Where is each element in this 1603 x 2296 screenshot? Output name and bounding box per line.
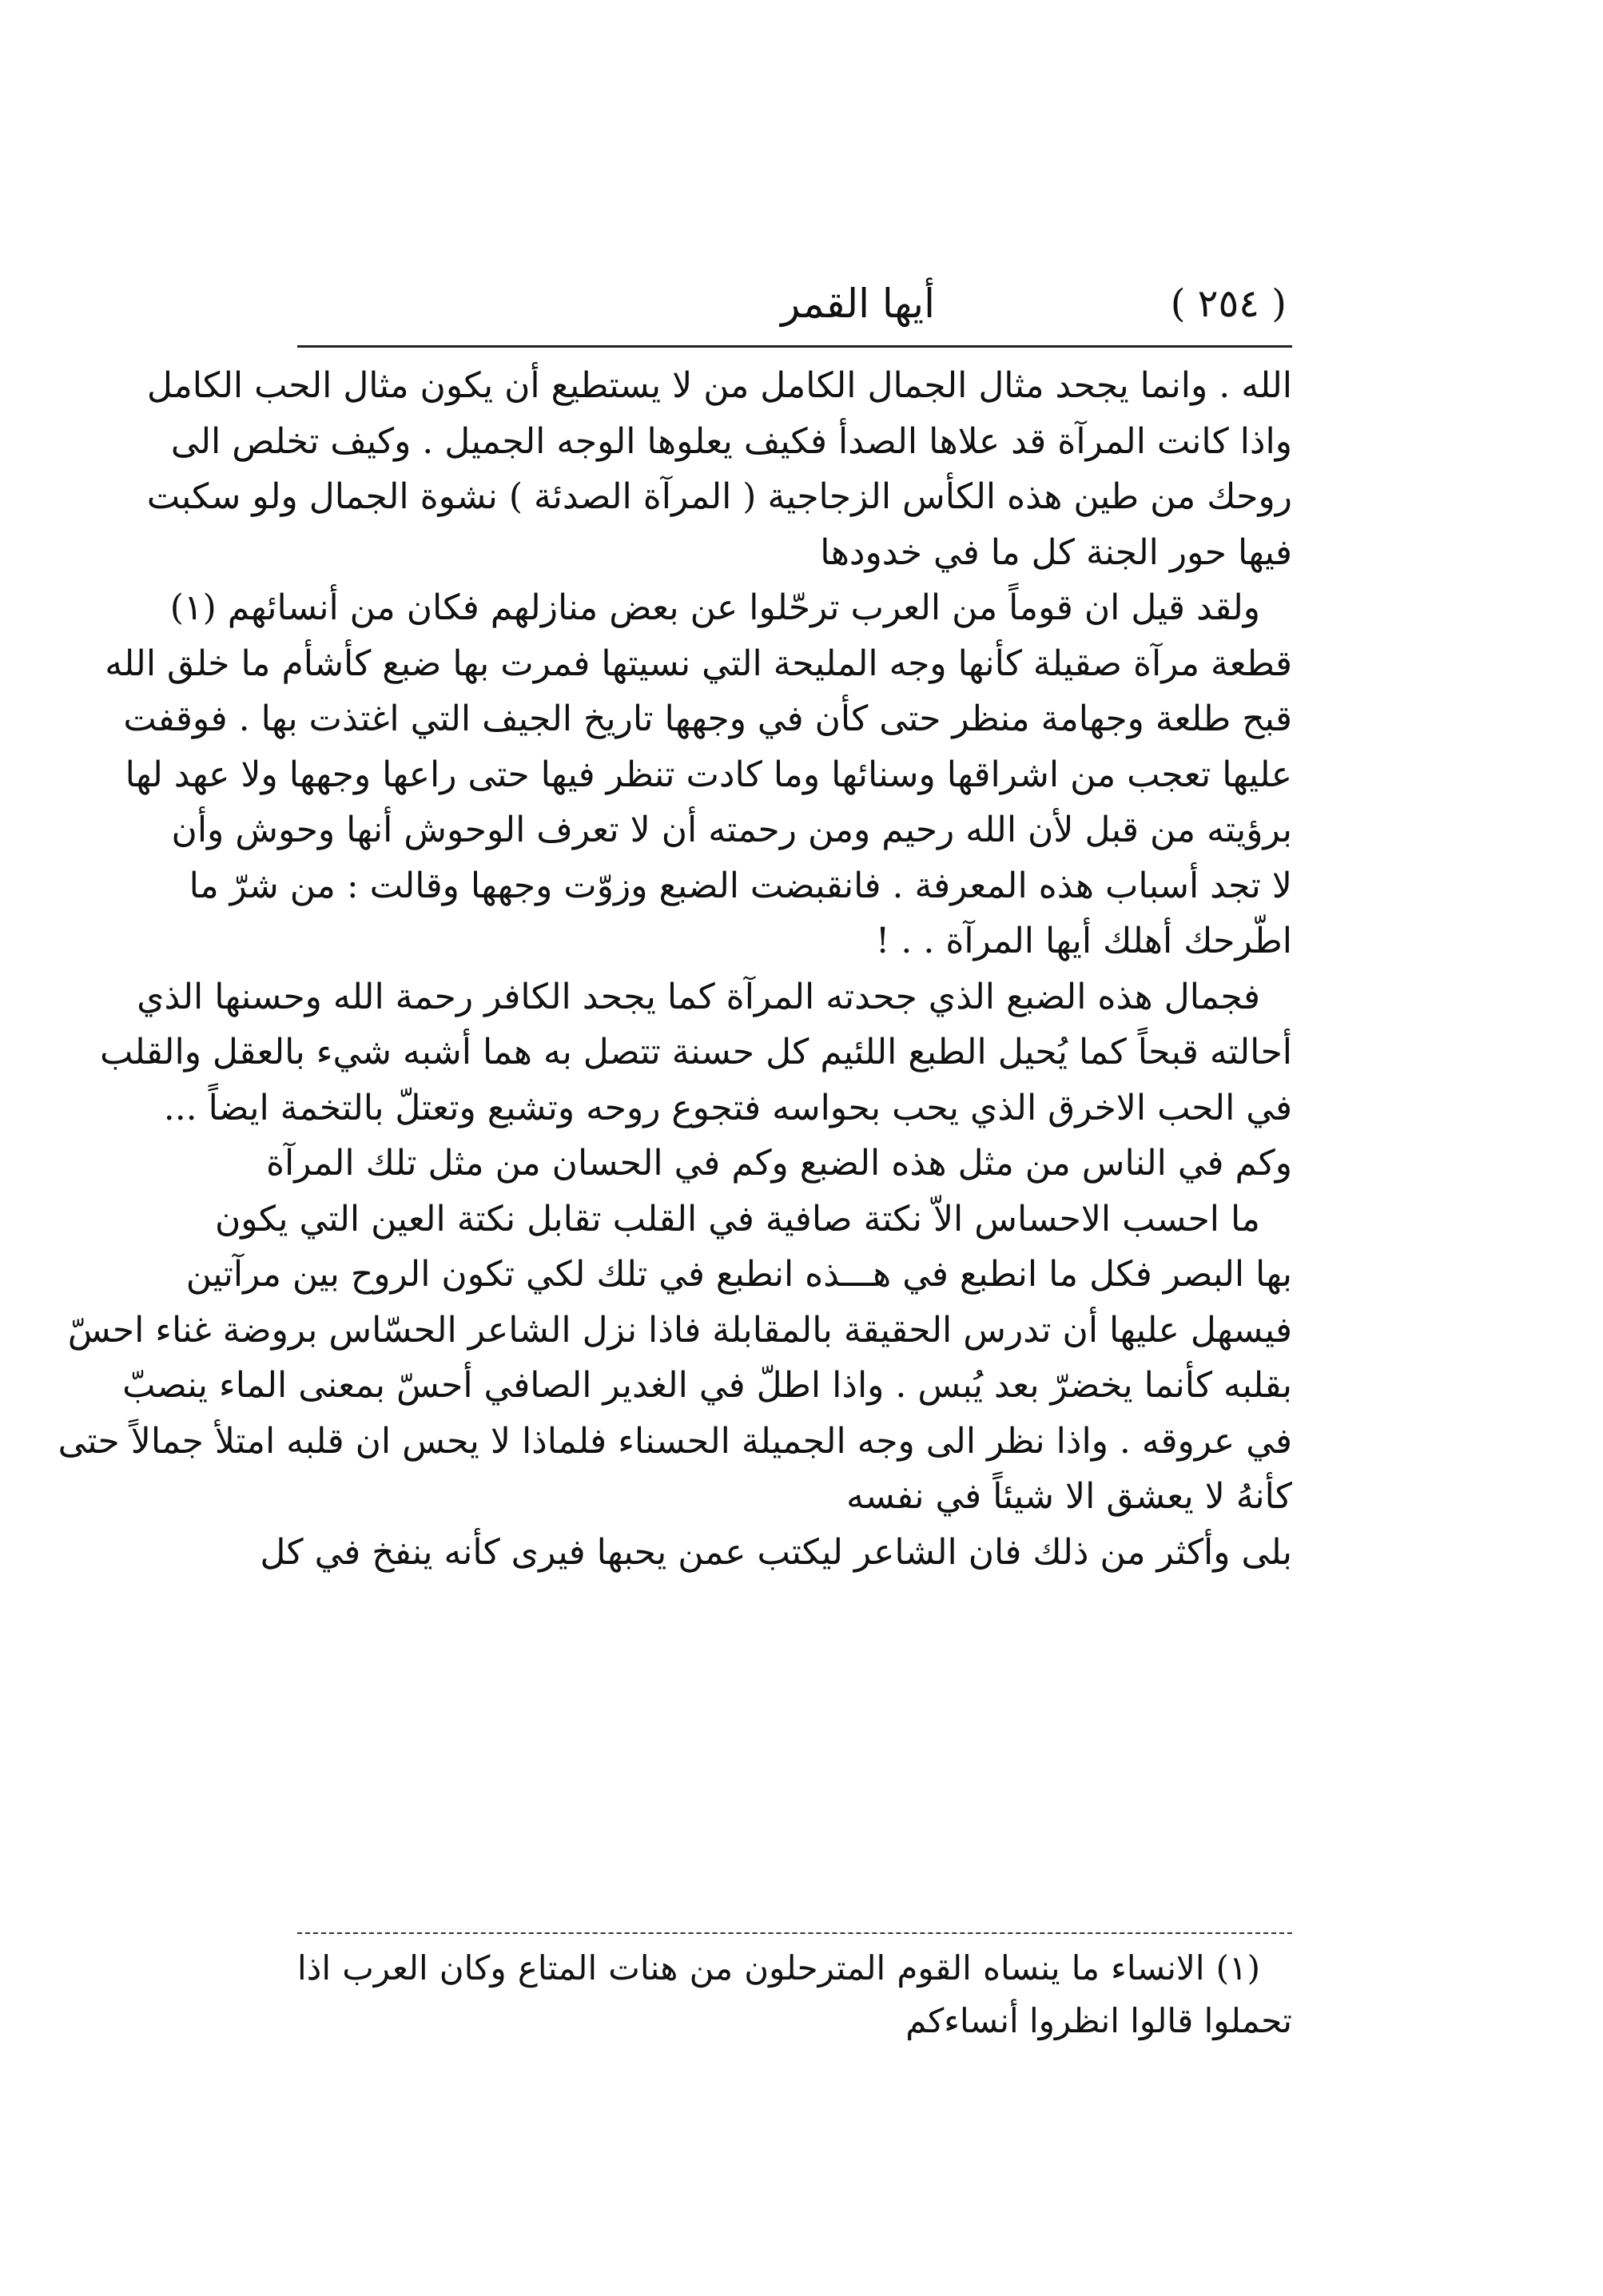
text-line: بقلبه كأنما يخضرّ بعد يُبس . واذا اطلّ في الغدير الصافي أحسّ بمعنى الماء ينصبّ: [122, 1365, 1292, 1406]
main-text: [58, 358, 1292, 1580]
page-header: [302, 268, 1287, 340]
footnote-line: تحملوا قالوا انظروا أنساءكم: [905, 2001, 1292, 2040]
text-line: أحالته قبحاً كما يُحيل الطبع اللئيم كل حسنة تتصل به هما أشبه شيء بالعقل والقلب: [100, 1032, 1292, 1072]
text-line: عليها تعجب من اشراقها وسنائها وما كادت تنظر فيها حتى راعها وجهها ولا عهد لها: [125, 754, 1292, 795]
text-line: فيها حور الجنة كل ما في خدودها: [820, 531, 1292, 573]
text-line: في عروقه . واذا نظر الى وجه الجميلة الحسناء فلماذا لا يحس ان قلبه امتلأ جمالاً حتى: [58, 1420, 1292, 1462]
footnotes: [297, 1942, 1292, 2047]
text-line: كأنهُ لا يعشق الا شيئاً في نفسه: [846, 1476, 1292, 1517]
text-line: روحك من طين هذه الكأس الزجاجية ( المرآة الصدئة ) نشوة الجمال ولو سكبت: [146, 476, 1292, 517]
text-line: اطّرحك أهلك أيها المرآة . . !: [875, 921, 1292, 961]
text-line: قبح طلعة وجهامة منظر حتى كأن في وجهها تاريخ الجيف التي اغتذت بها . فوقفت: [123, 698, 1292, 739]
footnote-separator: [297, 1932, 1292, 1934]
text-line: واذا كانت المرآة قد علاها الصدأ فكيف يعلوها الوجه الجميل . وكيف تخلص الى: [170, 420, 1292, 462]
page-number: ( ٢٥٤ ): [1170, 281, 1287, 326]
text-line: في الحب الاخرق الذي يحب بحواسه فتجوع روحه وتشبع وتعتلّ بالتخمة ايضاً ...: [163, 1087, 1292, 1128]
footnote-line: (١) الانساء ما ينساه القوم المترحلون من هنات المتاع وكان العرب اذا: [297, 1948, 1260, 1988]
text-line: بها البصر فكل ما انطبع في هـــذه انطبع في تلك لكي تكون الروح بين مرآتين: [185, 1254, 1292, 1295]
text-line: ولقد قيل ان قوماً من العرب ترحّلوا عن بعض منازلهم فكان من أنسائهم (١): [169, 587, 1260, 628]
text-line: الله . وانما يجحد مثال الجمال الكامل من لا يستطيع أن يكون مثال الحب الكامل: [146, 365, 1292, 406]
text-line: قطعة مرآة صقيلة كأنها وجه المليحة التي نسيتها فمرت بها ضبع كأشأم ما خلق الله: [105, 643, 1292, 684]
text-line: وكم في الناس من مثل هذه الضبع وكم في الحسان من مثل تلك المرآة: [265, 1143, 1292, 1184]
text-line: فجمال هذه الضبع الذي جحدته المرآة كما يجحد الكافر رحمة الله وحسنها الذي: [137, 976, 1260, 1017]
text-line: بلى وأكثر من ذلك فان الشاعر ليكتب عمن يحبها فيرى كأنه ينفخ في كل: [260, 1531, 1292, 1573]
text-line: برؤيته من قبل لأن الله رحيم ومن رحمته أن لا تعرف الوحوش أنها وحوش وأن: [171, 810, 1292, 850]
text-line: لا تجد أسباب هذه المعرفة . فانقبضت الضبع وزوّت وجهها وقالت : من شرّ ما: [189, 865, 1292, 906]
header-rule: [297, 345, 1292, 348]
running-title: أيها القمر: [781, 281, 935, 327]
text-line: فيسهل عليها أن تدرس الحقيقة بالمقابلة فاذا نزل الشاعر الحسّاس بروضة غناء احسّ: [67, 1309, 1292, 1351]
text-line: ما احسب الاحساس الاّ نكتة صافية في القلب تقابل نكتة العين التي يكون: [214, 1198, 1260, 1240]
